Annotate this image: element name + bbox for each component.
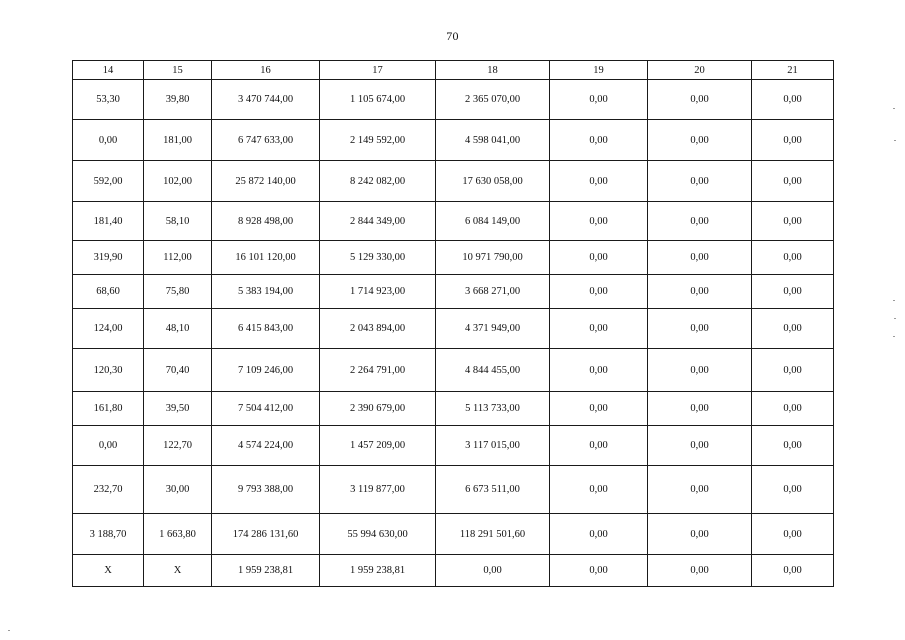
table-cell: 3 117 015,00 [436, 426, 550, 466]
table-cell: 55 994 630,00 [320, 514, 436, 555]
header-row [73, 61, 834, 80]
table-cell: 10 971 790,00 [436, 241, 550, 275]
table-cell: 0,00 [648, 241, 752, 275]
table-cell: 6 415 843,00 [212, 309, 320, 349]
scan-speck [894, 318, 896, 319]
table-cell: 0,00 [550, 120, 648, 161]
table-cell: 7 109 246,00 [212, 349, 320, 392]
table-cell: 2 149 592,00 [320, 120, 436, 161]
table-cell: 70,40 [144, 349, 212, 392]
table-cell: 1 663,80 [144, 514, 212, 555]
table-cell: 0,00 [648, 202, 752, 241]
table-cell: 181,40 [73, 202, 144, 241]
column-header-16: 16 [212, 61, 320, 80]
table-cell: 6 084 149,00 [436, 202, 550, 241]
table-cell: 16 101 120,00 [212, 241, 320, 275]
table-cell: 3 119 877,00 [320, 466, 436, 514]
table-cell: 0,00 [648, 466, 752, 514]
table-cell: 48,10 [144, 309, 212, 349]
table-cell: 0,00 [752, 349, 834, 392]
table-cell: 17 630 058,00 [436, 161, 550, 202]
table-cell: 0,00 [550, 426, 648, 466]
table-cell: 1 105 674,00 [320, 80, 436, 120]
table-cell: 0,00 [648, 349, 752, 392]
table-cell: 0,00 [436, 555, 550, 587]
table-cell: 0,00 [752, 555, 834, 587]
table-cell: 5 383 194,00 [212, 275, 320, 309]
table-cell: 0,00 [550, 392, 648, 426]
column-header-19: 19 [550, 61, 648, 80]
table-cell: 3 470 744,00 [212, 80, 320, 120]
table-row [73, 120, 834, 161]
column-header-15: 15 [144, 61, 212, 80]
table-cell: 174 286 131,60 [212, 514, 320, 555]
table-cell: 122,70 [144, 426, 212, 466]
column-header-14: 14 [73, 61, 144, 80]
table-body [73, 80, 834, 587]
table-cell: 0,00 [752, 80, 834, 120]
table-cell: 0,00 [648, 555, 752, 587]
table-cell: 1 959 238,81 [320, 555, 436, 587]
table-cell: 0,00 [648, 392, 752, 426]
table-cell: 30,00 [144, 466, 212, 514]
table-cell: 0,00 [550, 202, 648, 241]
table-cell: 0,00 [648, 80, 752, 120]
table-header [73, 61, 834, 80]
table-cell: 2 043 894,00 [320, 309, 436, 349]
table-cell: 0,00 [550, 466, 648, 514]
page-number: 70 [446, 29, 459, 43]
table-cell: 0,00 [752, 120, 834, 161]
table-cell: 0,00 [550, 349, 648, 392]
table-cell: 53,30 [73, 80, 144, 120]
table-cell: 0,00 [648, 161, 752, 202]
table-cell: 1 457 209,00 [320, 426, 436, 466]
table-cell: 118 291 501,60 [436, 514, 550, 555]
table-cell: 1 714 923,00 [320, 275, 436, 309]
table-cell: 5 129 330,00 [320, 241, 436, 275]
scan-speck [894, 140, 896, 141]
table-cell: 3 668 271,00 [436, 275, 550, 309]
table-cell: 2 365 070,00 [436, 80, 550, 120]
data-table [72, 60, 834, 587]
table-cell: 161,80 [73, 392, 144, 426]
table-cell: 0,00 [550, 275, 648, 309]
table-cell: 0,00 [550, 309, 648, 349]
table-cell: 124,00 [73, 309, 144, 349]
table-cell: 112,00 [144, 241, 212, 275]
table-cell: 0,00 [648, 120, 752, 161]
table-cell: 25 872 140,00 [212, 161, 320, 202]
scan-speck [8, 630, 10, 631]
table-cell: 0,00 [73, 426, 144, 466]
table-cell: 0,00 [752, 466, 834, 514]
table-cell: 2 390 679,00 [320, 392, 436, 426]
table-row [73, 80, 834, 120]
table-cell: 0,00 [752, 202, 834, 241]
table-cell: 4 844 455,00 [436, 349, 550, 392]
table-cell: 0,00 [752, 426, 834, 466]
table-cell: 6 673 511,00 [436, 466, 550, 514]
table-row [73, 514, 834, 555]
table-cell: 1 959 238,81 [212, 555, 320, 587]
table-cell: 0,00 [752, 161, 834, 202]
table-cell: 8 242 082,00 [320, 161, 436, 202]
column-header-18: 18 [436, 61, 550, 80]
table-row [73, 275, 834, 309]
table-cell: 5 113 733,00 [436, 392, 550, 426]
table-cell: 3 188,70 [73, 514, 144, 555]
column-header-21: 21 [752, 61, 834, 80]
table-row [73, 161, 834, 202]
table-cell: 39,80 [144, 80, 212, 120]
table-cell: 2 264 791,00 [320, 349, 436, 392]
table-cell: 0,00 [550, 514, 648, 555]
table-cell: 2 844 349,00 [320, 202, 436, 241]
table-cell: 4 574 224,00 [212, 426, 320, 466]
table-row [73, 466, 834, 514]
table-cell: 0,00 [550, 241, 648, 275]
table-cell: 0,00 [648, 514, 752, 555]
table-cell: 0,00 [752, 241, 834, 275]
table-cell: 75,80 [144, 275, 212, 309]
table-row [73, 555, 834, 587]
table-cell: 0,00 [550, 161, 648, 202]
table-cell: 39,50 [144, 392, 212, 426]
table-cell: 4 598 041,00 [436, 120, 550, 161]
table-cell: 0,00 [648, 309, 752, 349]
table-cell: 0,00 [648, 275, 752, 309]
table-cell: 181,00 [144, 120, 212, 161]
table-cell: 0,00 [752, 392, 834, 426]
table-cell: 102,00 [144, 161, 212, 202]
table-cell: 0,00 [550, 80, 648, 120]
table-cell: 7 504 412,00 [212, 392, 320, 426]
scan-speck [893, 336, 895, 337]
table-cell: 319,90 [73, 241, 144, 275]
table-cell: X [73, 555, 144, 587]
table-row [73, 349, 834, 392]
table-cell: 592,00 [73, 161, 144, 202]
table-cell: 8 928 498,00 [212, 202, 320, 241]
table-cell: 0,00 [752, 275, 834, 309]
scan-speck [893, 300, 895, 301]
table-cell: 232,70 [73, 466, 144, 514]
table-cell: 0,00 [73, 120, 144, 161]
table-row [73, 426, 834, 466]
table-cell: 120,30 [73, 349, 144, 392]
table-cell: 68,60 [73, 275, 144, 309]
table-cell: 0,00 [550, 555, 648, 587]
table-cell: X [144, 555, 212, 587]
column-header-17: 17 [320, 61, 436, 80]
scan-speck [893, 108, 895, 109]
table-cell: 9 793 388,00 [212, 466, 320, 514]
table-cell: 0,00 [752, 514, 834, 555]
column-header-20: 20 [648, 61, 752, 80]
table-cell: 58,10 [144, 202, 212, 241]
table-cell: 0,00 [648, 426, 752, 466]
table-row [73, 392, 834, 426]
table-row [73, 309, 834, 349]
table-cell: 4 371 949,00 [436, 309, 550, 349]
table-row [73, 202, 834, 241]
table-row [73, 241, 834, 275]
table-cell: 6 747 633,00 [212, 120, 320, 161]
table-cell: 0,00 [752, 309, 834, 349]
